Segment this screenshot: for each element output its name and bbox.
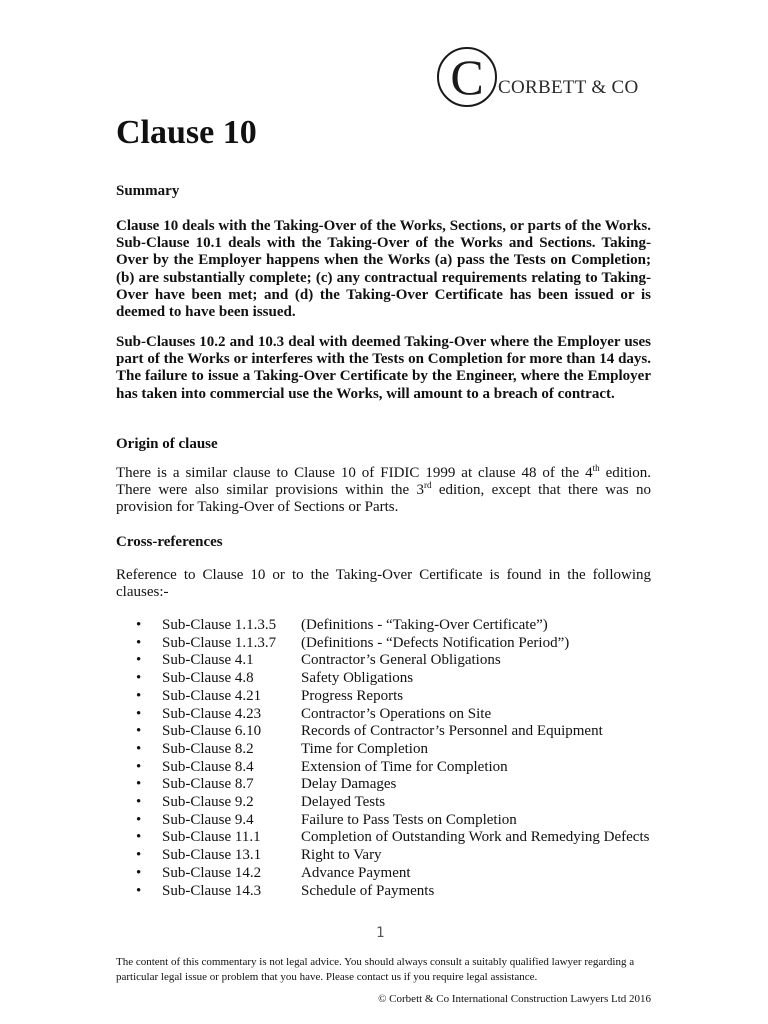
crossref-clause: Sub-Clause 4.23 (162, 705, 262, 722)
crossref-clause: Sub-Clause 9.4 (162, 811, 254, 828)
crossref-clause: Sub-Clause 1.1.3.7 (162, 634, 277, 651)
bullet-icon: • (136, 723, 142, 740)
bullet-icon: • (136, 634, 142, 651)
crossref-item (116, 617, 651, 635)
crossref-description: Contractor’s Operations on Site (301, 705, 492, 722)
crossref-item (116, 635, 651, 653)
crossref-clause: Sub-Clause 8.2 (162, 740, 254, 757)
crossref-description: Right to Vary (301, 847, 382, 864)
crossref-item (116, 652, 651, 670)
crossref-clause: Sub-Clause 1.1.3.5 (162, 617, 277, 633)
crossref-clause: Sub-Clause 14.2 (162, 864, 262, 881)
footer-disclaimer: The content of this commentary is not legal advice. You should always consult a suitably qualified lawyer regarding a particular legal issue or problem that you have. Please contact us if you require legal assistance. (116, 956, 635, 983)
crossref-item (116, 741, 651, 759)
bullet-icon: • (136, 811, 142, 828)
crossref-clause: Sub-Clause 14.3 (162, 882, 262, 899)
crossref-description: Completion of Outstanding Work and Remedying Defects (301, 829, 650, 846)
crossref-item (116, 723, 651, 741)
origin-text-2: edition. There were also similar provisions within the 3 (116, 465, 651, 499)
crossref-description: Contractor’s General Obligations (301, 652, 501, 669)
bullet-icon: • (136, 740, 142, 757)
crossref-description: Failure to Pass Tests on Completion (301, 811, 517, 828)
crossref-clause: Sub-Clause 11.1 (162, 829, 261, 846)
bullet-icon: • (136, 652, 142, 669)
bullet-icon: • (136, 882, 142, 899)
bullet-icon: • (136, 794, 142, 811)
crossref-description: Delay Damages (301, 776, 397, 793)
crossref-description: (Definitions - “Taking-Over Certificate”) (301, 617, 548, 633)
bullet-icon: • (136, 617, 142, 633)
crossref-clause: Sub-Clause 8.7 (162, 776, 254, 793)
crossref-clause: Sub-Clause 4.21 (162, 687, 262, 704)
crossref-clause: Sub-Clause 6.10 (162, 723, 262, 740)
logo-company-name: CORBETT & CO (498, 77, 639, 98)
crossref-clause: Sub-Clause 9.2 (162, 794, 254, 811)
crossref-item (116, 706, 651, 724)
page-number: 1 (376, 925, 385, 941)
bullet-icon: • (136, 864, 142, 881)
bullet-icon: • (136, 687, 142, 704)
bullet-icon: • (136, 705, 142, 722)
origin-text-3: edition, except that there was no provision for Taking-Over of Sections or Parts. (116, 482, 651, 516)
bullet-icon: • (136, 847, 142, 864)
crossref-description: Schedule of Payments (301, 882, 435, 899)
origin-superscript-1: th (592, 463, 600, 473)
crossref-description: Extension of Time for Completion (301, 758, 508, 775)
origin-paragraph (116, 465, 651, 517)
crossref-item (116, 759, 651, 777)
crossref-description: Safety Obligations (301, 670, 414, 687)
summary-paragraph-2: Sub-Clauses 10.2 and 10.3 deal with deemed Taking-Over where the Employer uses part of the Works or interferes with the Tests on Completion for more than 14 days. The failure to issue a Taking-Over Certificate by the Engineer, where the Employer has taken into commercial use the Works, will amount to a breach of contract. (116, 334, 651, 402)
company-logo (437, 45, 657, 115)
crossref-clause: Sub-Clause 4.8 (162, 670, 254, 687)
footer-copyright: © Corbett & Co International Construction Lawyers Ltd 2016 (378, 993, 651, 1005)
bullet-icon: • (136, 776, 142, 793)
bullet-icon: • (136, 670, 142, 687)
crossref-item (116, 794, 651, 812)
crossref-item (116, 829, 651, 847)
crossrefs-heading: Cross-references (116, 534, 223, 550)
summary-paragraph-1: Clause 10 deals with the Taking-Over of the Works, Sections, or parts of the Works. Sub-Clause 10.1 deals with the Taking-Over of the Works and Sections. Taking-Over by the Employer happens when the Works (a) pass the Tests on Completion; (b) are substantially complete; (c) any contractual requirements relating to Taking-Over have been met; and (d) the Taking-Over Certificate has been issued or is deemed to have been issued. (116, 218, 651, 321)
crossref-item (116, 847, 651, 865)
bullet-icon: • (136, 829, 142, 846)
crossref-item (116, 688, 651, 706)
crossref-item (116, 812, 651, 830)
crossref-item (116, 883, 651, 901)
bullet-icon: • (136, 758, 142, 775)
crossref-item (116, 776, 651, 794)
origin-heading: Origin of clause (116, 436, 218, 452)
crossref-description: Records of Contractor’s Personnel and Equipment (301, 723, 603, 740)
crossref-description: Delayed Tests (301, 794, 386, 811)
crossref-description: (Definitions - “Defects Notification Period”) (301, 634, 570, 651)
crossref-item (116, 865, 651, 883)
crossref-clause: Sub-Clause 8.4 (162, 758, 254, 775)
page-title: Clause 10 (116, 114, 257, 151)
crossrefs-list (116, 617, 651, 900)
crossref-description: Advance Payment (301, 864, 411, 881)
origin-text-1: There is a similar clause to Clause 10 of FIDIC 1999 at clause 48 of the 4 (116, 465, 593, 481)
crossref-description: Time for Completion (301, 740, 428, 757)
summary-heading: Summary (116, 183, 180, 199)
origin-superscript-2: rd (424, 480, 432, 491)
crossref-clause: Sub-Clause 4.1 (162, 652, 254, 669)
crossref-item (116, 670, 651, 688)
crossrefs-intro: Reference to Clause 10 or to the Taking-Over Certificate is found in the following clauses:- (116, 567, 651, 601)
crossref-clause: Sub-Clause 13.1 (162, 847, 262, 864)
crossref-description: Progress Reports (301, 687, 404, 704)
logo-letter: C (450, 49, 484, 105)
